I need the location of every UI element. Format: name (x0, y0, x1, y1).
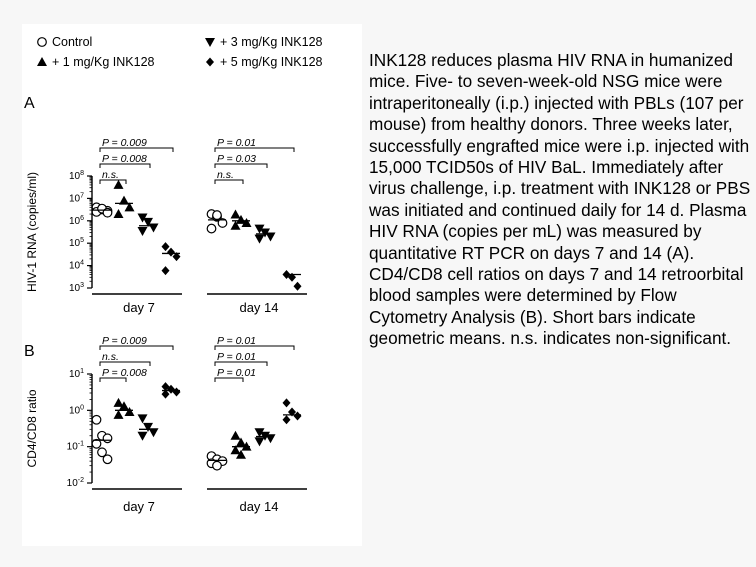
y-tick-label (69, 170, 84, 182)
data-point (255, 437, 265, 446)
legend-item (38, 35, 93, 49)
significance-label: P = 0.009 (102, 335, 147, 347)
tick-exponent: -1 (77, 440, 84, 448)
y-tick-label (69, 368, 84, 380)
group-label: day 14 (239, 300, 279, 315)
data-point (114, 410, 124, 419)
tick-exponent: -2 (77, 477, 84, 484)
y-tick-label (69, 215, 84, 227)
legend-marker-diamond (206, 58, 214, 67)
tick-base: 10 (68, 283, 81, 294)
tick-base: 10 (68, 260, 81, 272)
significance-label: n.s. (102, 351, 119, 363)
figure (22, 24, 362, 546)
tick-exponent: 0 (80, 404, 84, 412)
data-point (266, 434, 276, 443)
tick-base: 10 (68, 193, 81, 205)
group-label: day 7 (123, 499, 155, 514)
legend-label: + 5 mg/Kg INK128 (220, 55, 323, 69)
tick-exponent: 8 (80, 170, 84, 177)
data-point (255, 235, 265, 244)
tick-base: 10 (66, 478, 78, 489)
tick-exponent: 3 (80, 282, 84, 289)
data-point (103, 434, 112, 443)
legend-item (206, 55, 323, 69)
y-tick-label (69, 282, 84, 294)
tick-base: 10 (66, 441, 78, 453)
data-point (114, 209, 124, 218)
tick-base: 10 (68, 405, 81, 417)
legend-marker-circle-open (38, 38, 47, 47)
data-point (162, 242, 170, 251)
y-axis-label: CD4/CD8 ratio (25, 389, 39, 468)
significance-label: P = 0.01 (217, 367, 257, 379)
data-point (231, 431, 241, 440)
significance-label: n.s. (102, 169, 119, 181)
tick-exponent: 4 (80, 259, 84, 267)
data-point (231, 210, 241, 219)
significance-label: P = 0.008 (102, 153, 147, 165)
y-tick-label (69, 260, 84, 272)
tick-exponent: 6 (80, 214, 84, 222)
tick-exponent: 1 (80, 368, 84, 375)
y-tick-label (67, 477, 84, 489)
y-tick-label (69, 192, 84, 204)
panel-letter: A (24, 95, 35, 112)
data-point (283, 398, 291, 407)
chart-panel-B (24, 335, 307, 514)
data-point (213, 461, 222, 470)
data-point (149, 224, 159, 233)
data-point (207, 224, 216, 233)
legend-marker-triangle-up (37, 57, 47, 66)
data-point (103, 455, 112, 464)
legend-item (37, 55, 155, 69)
y-tick-label (69, 404, 84, 416)
tick-base: 10 (68, 215, 81, 227)
figure-caption: INK128 reduces plasma HIV RNA in humanized mice. Five- to seven-week-old NSG mice were intraperitoneally (i.p.) injected with PBLs (107 per mouse) from healthy donors. Three weeks later, successfully engrafted mice were i.p. injected with 15,000 TCID50s of HIV BaL. Immediately after virus challenge, i.p. treatment with INK128 or PBS was initiated and continued daily for 14 d. Plasma HIV RNA (copies per mL) was measured by quantitative RT PCR on days 7 and 14 (A). CD4/CD8 cell ratios on days 7 and 14 retroorbital blood samples were determined by Flow Cytometry Analysis (B). Short bars indicate geometric means. n.s. indicates non-significant. (369, 50, 751, 349)
data-point (283, 415, 291, 424)
data-point (92, 415, 101, 424)
y-axis-label: HIV-1 RNA (copies/ml) (25, 171, 39, 293)
significance-label: n.s. (217, 169, 234, 181)
significance-label: P = 0.008 (102, 367, 147, 379)
chart-panel-A (24, 95, 307, 315)
data-point (162, 266, 170, 275)
legend-label: + 1 mg/Kg INK128 (52, 55, 155, 69)
significance-label: P = 0.009 (102, 137, 147, 149)
group-label: day 14 (239, 499, 279, 514)
panel-letter: B (24, 343, 35, 360)
data-point (138, 227, 148, 236)
tick-exponent: 5 (80, 237, 84, 245)
legend-label: Control (52, 35, 93, 49)
tick-base: 10 (68, 369, 81, 380)
y-tick-label (67, 441, 84, 453)
significance-label: P = 0.01 (217, 351, 257, 363)
tick-base: 10 (68, 171, 81, 182)
data-point (294, 282, 302, 291)
significance-label: P = 0.01 (217, 137, 257, 149)
data-point (213, 211, 222, 220)
significance-label: P = 0.01 (217, 335, 257, 347)
legend-marker-triangle-down (205, 38, 215, 47)
figure-svg (22, 24, 362, 546)
y-tick-label (69, 237, 84, 249)
data-point (138, 414, 148, 423)
legend-label: + 3 mg/Kg INK128 (220, 35, 323, 49)
data-point (138, 432, 148, 441)
tick-exponent: 7 (80, 192, 84, 200)
group-label: day 7 (123, 300, 155, 315)
data-point (114, 180, 124, 189)
significance-label: P = 0.03 (217, 153, 257, 165)
legend-item (205, 35, 323, 49)
tick-base: 10 (68, 238, 81, 250)
